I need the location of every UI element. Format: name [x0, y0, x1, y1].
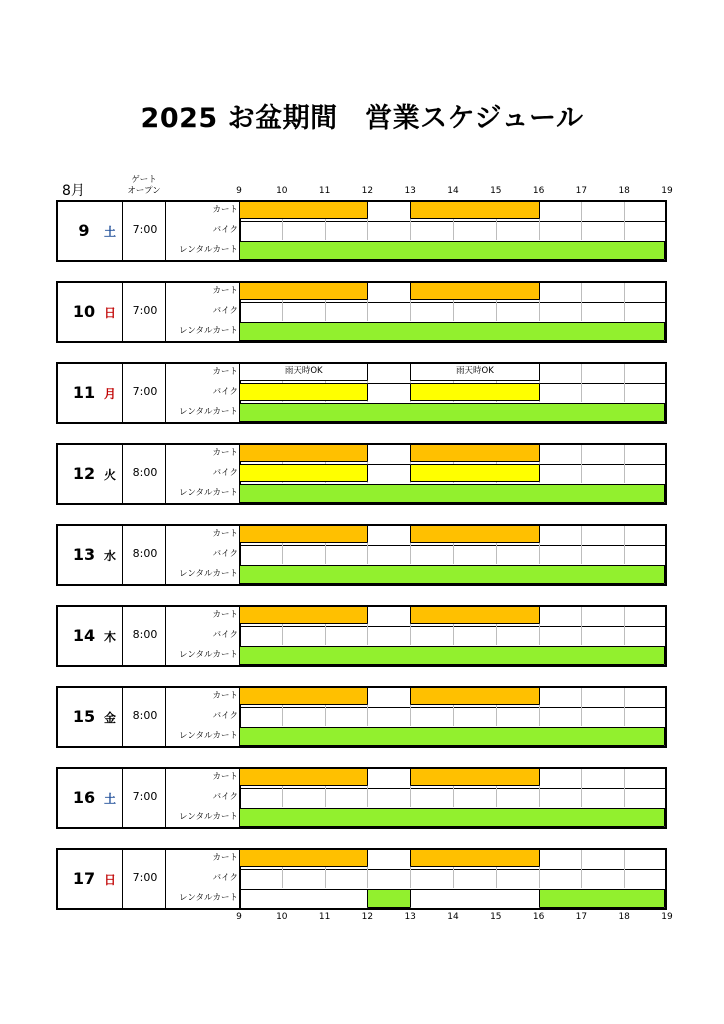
rental-kart-bar — [239, 727, 665, 746]
row-label: レンタルカート — [179, 650, 238, 660]
hour-tick-label: 19 — [661, 912, 673, 922]
weekday-label: 木 — [103, 630, 116, 644]
hour-tick-label: 13 — [404, 186, 416, 196]
row-label: カート — [212, 691, 238, 701]
rental-kart-bar — [239, 403, 665, 422]
day-number: 13 — [72, 545, 96, 564]
row-label: レンタルカート — [179, 731, 238, 741]
hour-tick-label: 18 — [618, 912, 630, 922]
row-divider — [239, 788, 665, 789]
kart-session-bar — [410, 201, 539, 219]
day-block — [56, 848, 667, 910]
day-number: 11 — [72, 383, 96, 402]
gate-open-time: 8:00 — [132, 547, 158, 560]
row-label: バイク — [212, 711, 238, 721]
hour-grid-line — [624, 445, 625, 483]
weekday-label: 月 — [103, 387, 116, 401]
day-number: 16 — [72, 788, 96, 807]
day-number: 10 — [72, 302, 96, 321]
day-number: 17 — [72, 869, 96, 888]
hour-tick-label: 19 — [661, 186, 673, 196]
gate-header-line2: オープン — [127, 186, 161, 196]
day-block — [56, 281, 667, 343]
kart-session-bar: 雨天時OK — [410, 363, 539, 381]
gate-open-time: 7:00 — [132, 223, 158, 236]
column-divider — [122, 688, 123, 746]
row-label: レンタルカート — [179, 488, 238, 498]
hour-grid-line — [581, 202, 582, 240]
row-label: カート — [212, 853, 238, 863]
column-divider — [122, 607, 123, 665]
hour-grid-line — [581, 283, 582, 321]
row-label: レンタルカート — [179, 245, 238, 255]
row-label: カート — [212, 529, 238, 539]
row-label: バイク — [212, 225, 238, 235]
hour-tick-label: 10 — [276, 186, 288, 196]
rental-kart-bar — [367, 889, 411, 908]
row-divider — [239, 302, 665, 303]
hour-tick-label: 11 — [318, 186, 331, 196]
hour-grid-line — [624, 526, 625, 564]
row-label: バイク — [212, 873, 238, 883]
row-label: レンタルカート — [179, 569, 238, 579]
bike-session-bar — [239, 383, 368, 401]
row-label: カート — [212, 610, 238, 620]
rental-kart-bar — [239, 322, 665, 341]
column-divider — [122, 364, 123, 422]
hour-grid-line — [581, 688, 582, 726]
kart-session-bar — [239, 282, 368, 300]
hour-grid-line — [624, 607, 625, 645]
month-label: 8月 — [62, 183, 85, 199]
weekday-label: 金 — [103, 711, 116, 725]
hour-tick-label: 9 — [236, 912, 242, 922]
kart-session-bar — [239, 201, 368, 219]
gate-open-time: 7:00 — [132, 871, 158, 884]
row-label: カート — [212, 205, 238, 215]
column-divider — [122, 445, 123, 503]
column-divider — [122, 202, 123, 260]
column-divider — [122, 850, 123, 908]
row-label: バイク — [212, 387, 238, 397]
kart-session-bar — [410, 282, 539, 300]
weekday-label: 日 — [103, 306, 116, 320]
kart-session-bar — [239, 687, 368, 705]
row-label: カート — [212, 448, 238, 458]
hour-tick-label: 12 — [361, 186, 374, 196]
row-label: レンタルカート — [179, 407, 238, 417]
rental-kart-bar — [239, 565, 665, 584]
kart-session-bar — [239, 525, 368, 543]
day-block — [56, 767, 667, 829]
row-label: カート — [212, 772, 238, 782]
row-divider — [239, 707, 665, 708]
row-label: バイク — [212, 306, 238, 316]
gate-header-line1: ゲート — [131, 175, 157, 185]
kart-session-bar — [239, 444, 368, 462]
hour-tick-label: 9 — [236, 186, 242, 196]
page-title: 2025 お盆期間 営業スケジュール — [140, 103, 584, 134]
weekday-label: 土 — [103, 225, 116, 239]
hour-grid-line — [624, 283, 625, 321]
day-block — [56, 362, 667, 424]
rental-kart-bar — [239, 808, 665, 827]
hour-tick-label: 11 — [318, 912, 331, 922]
day-number: 14 — [72, 626, 96, 645]
bike-session-bar — [410, 383, 539, 401]
rental-kart-bar — [239, 646, 665, 665]
hour-grid-line — [624, 202, 625, 240]
day-block — [56, 443, 667, 505]
gate-open-time: 8:00 — [132, 466, 158, 479]
hour-tick-label: 15 — [490, 912, 502, 922]
hour-grid-line — [581, 607, 582, 645]
weekday-label: 日 — [103, 873, 116, 887]
gate-open-time: 7:00 — [132, 385, 158, 398]
hour-grid-line — [581, 526, 582, 564]
kart-session-bar — [410, 606, 539, 624]
kart-session-bar — [410, 444, 539, 462]
hour-tick-label: 18 — [618, 186, 630, 196]
row-label: レンタルカート — [179, 893, 238, 903]
day-number: 9 — [78, 221, 90, 240]
kart-session-bar — [410, 687, 539, 705]
bike-session-bar — [239, 464, 368, 482]
gate-open-time: 8:00 — [132, 709, 158, 722]
hour-grid-line — [581, 364, 582, 402]
hour-tick-label: 12 — [361, 912, 374, 922]
hour-grid-line — [581, 850, 582, 888]
day-block — [56, 200, 667, 262]
hour-grid-line — [624, 364, 625, 402]
hour-tick-label: 13 — [404, 912, 416, 922]
hour-tick-label: 10 — [276, 912, 288, 922]
weekday-label: 火 — [103, 468, 116, 482]
gate-open-time: 7:00 — [132, 304, 158, 317]
row-label: カート — [212, 367, 238, 377]
row-divider — [239, 869, 665, 870]
hour-tick-label: 15 — [490, 186, 502, 196]
kart-session-bar — [239, 768, 368, 786]
row-label: カート — [212, 286, 238, 296]
hour-grid-line — [624, 850, 625, 888]
kart-session-bar — [410, 849, 539, 867]
day-block — [56, 686, 667, 748]
day-number: 12 — [72, 464, 96, 483]
gate-open-time: 7:00 — [132, 790, 158, 803]
weekday-label: 土 — [103, 792, 116, 806]
row-label: バイク — [212, 792, 238, 802]
kart-session-bar — [239, 849, 368, 867]
bike-session-bar — [410, 464, 539, 482]
hour-grid-line — [624, 769, 625, 807]
kart-session-bar: 雨天時OK — [239, 363, 368, 381]
hour-tick-label: 14 — [447, 912, 459, 922]
row-divider — [239, 545, 665, 546]
hour-tick-label: 17 — [575, 912, 588, 922]
column-divider — [122, 526, 123, 584]
hour-grid-line — [581, 769, 582, 807]
day-block — [56, 605, 667, 667]
row-label: レンタルカート — [179, 812, 238, 822]
rental-kart-bar — [239, 241, 665, 260]
row-label: バイク — [212, 549, 238, 559]
column-divider — [122, 769, 123, 827]
rental-kart-bar — [239, 484, 665, 503]
day-block — [56, 524, 667, 586]
weekday-label: 水 — [103, 549, 116, 563]
hour-tick-label: 16 — [532, 912, 545, 922]
row-label: レンタルカート — [179, 326, 238, 336]
hour-tick-label: 16 — [532, 186, 545, 196]
kart-session-bar — [410, 525, 539, 543]
rental-kart-bar — [539, 889, 665, 908]
gate-open-time: 8:00 — [132, 628, 158, 641]
row-divider — [239, 626, 665, 627]
row-divider — [239, 221, 665, 222]
kart-session-bar — [410, 768, 539, 786]
row-label: バイク — [212, 468, 238, 478]
hour-tick-label: 17 — [575, 186, 588, 196]
column-divider — [122, 283, 123, 341]
hour-grid-line — [581, 445, 582, 483]
kart-session-bar — [239, 606, 368, 624]
hour-tick-label: 14 — [447, 186, 459, 196]
row-label: バイク — [212, 630, 238, 640]
day-number: 15 — [72, 707, 96, 726]
hour-grid-line — [624, 688, 625, 726]
